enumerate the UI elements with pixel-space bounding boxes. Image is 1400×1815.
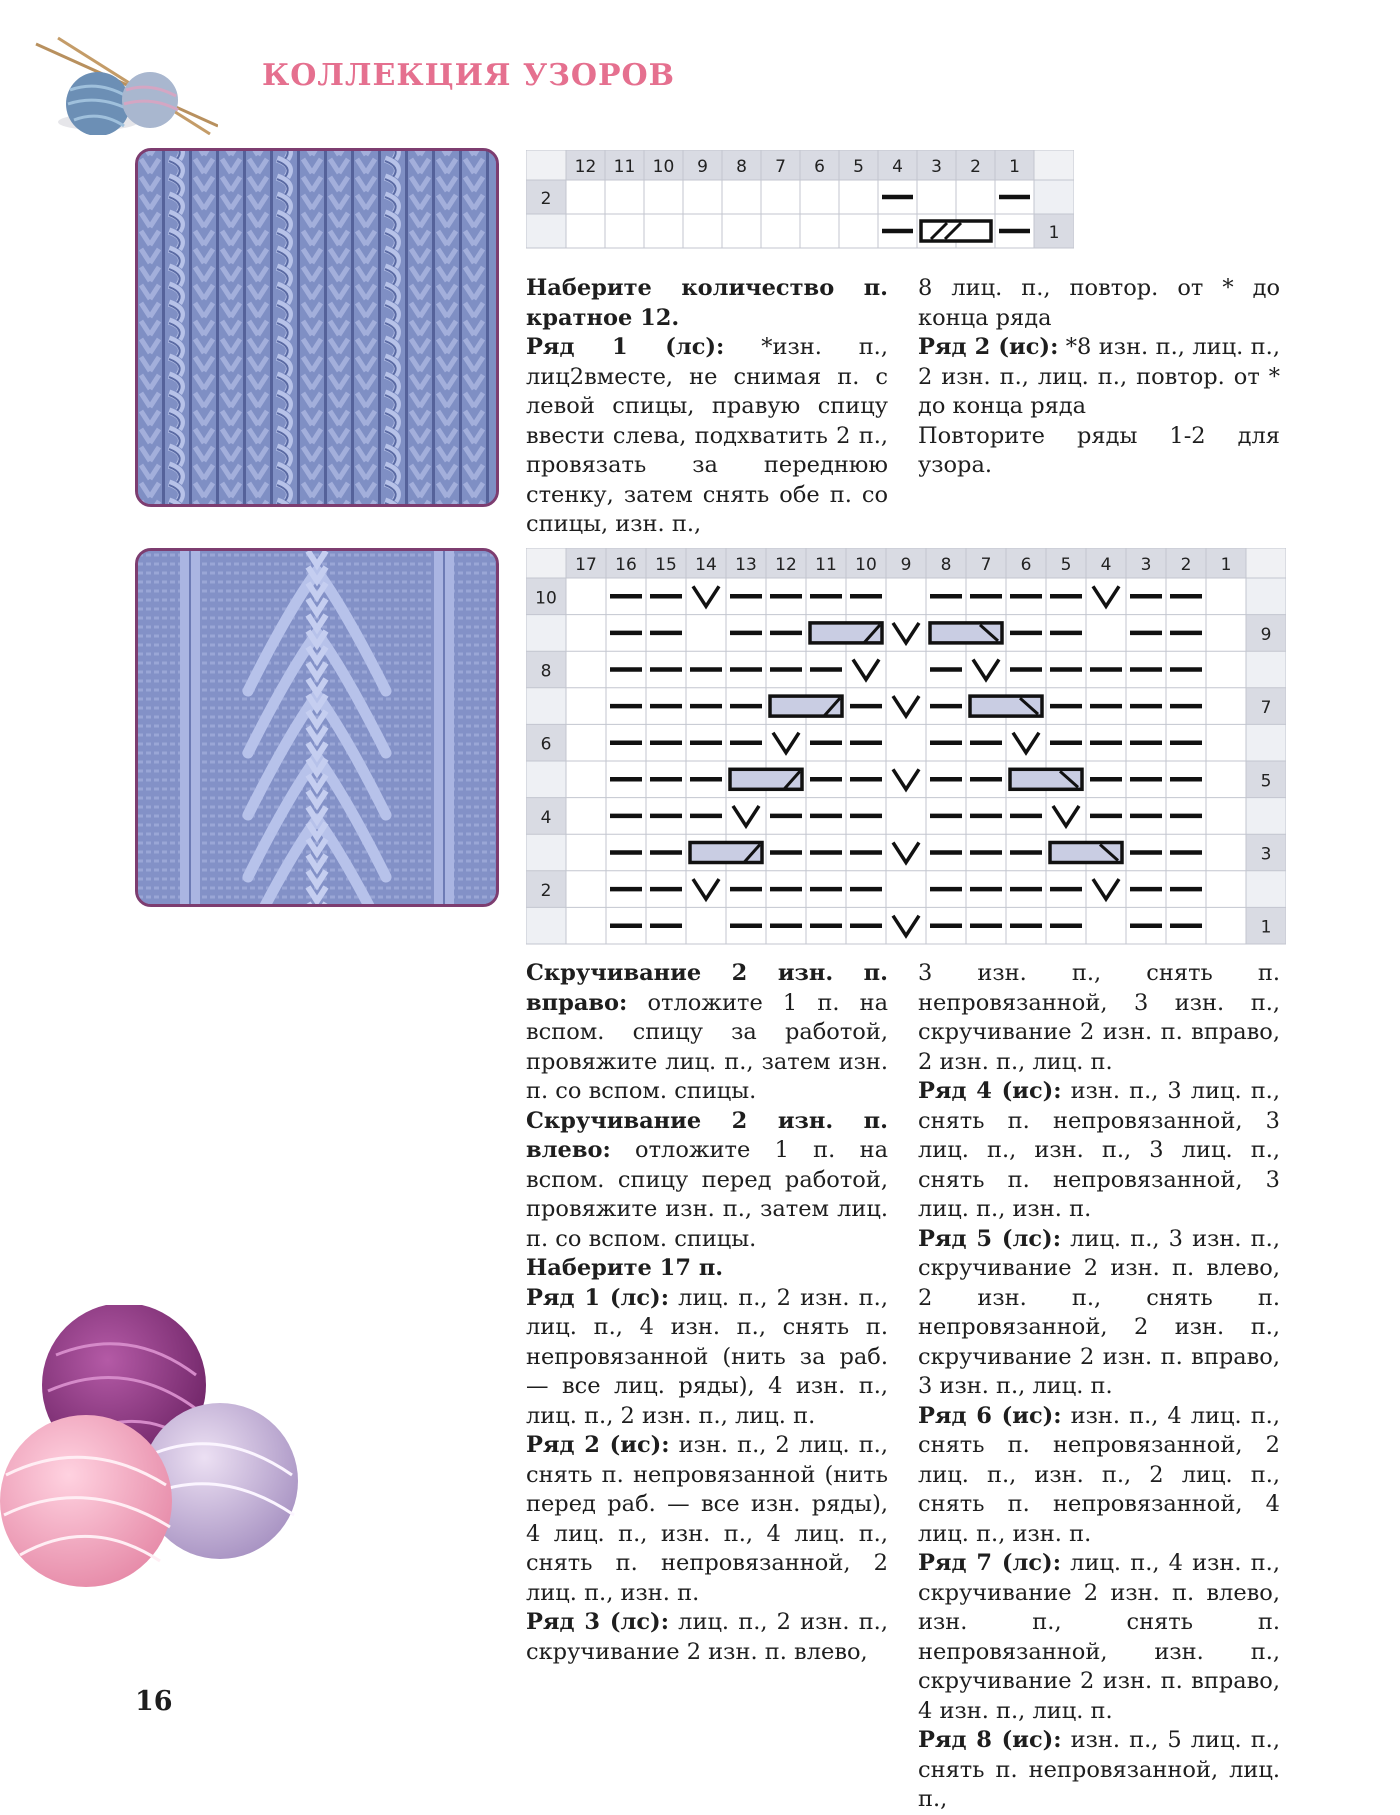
instruction-heading: Ряд 2 (ис): <box>526 1432 670 1458</box>
instruction-text: 8 лиц. п., повтор. от * до конца ряда <box>918 275 1280 331</box>
chart-column-number: 4 <box>1100 555 1112 575</box>
slip-stitch-symbol <box>893 843 919 863</box>
chart-column-number: 2 <box>1180 555 1192 575</box>
chart-corner <box>1246 548 1286 578</box>
purl-column-shadow <box>486 151 489 504</box>
stitch-chart-pattern-1 <box>526 150 1074 250</box>
instruction-paragraph <box>526 1107 888 1255</box>
chart-column-number: 9 <box>900 555 912 575</box>
slip-stitch-symbol <box>893 623 919 643</box>
slip-stitch-symbol <box>1013 733 1039 753</box>
instruction-paragraph <box>918 274 1280 333</box>
purl-column-shadow <box>243 151 246 504</box>
chart-row-label-cell <box>1246 798 1286 835</box>
chart-column-number: 1 <box>1220 555 1232 575</box>
chart-column-number: 8 <box>940 555 952 575</box>
chart-row-label-cell <box>1246 871 1286 908</box>
chart-column-number: 1 <box>1009 157 1020 177</box>
yarn-balls-illustration <box>0 1305 300 1590</box>
header-yarn-illustration <box>28 30 218 135</box>
instruction-text: изн. п., 5 лиц. п., снять п. непровязанной, лиц. п., <box>918 1727 1280 1812</box>
chart-column-number: 3 <box>931 157 942 177</box>
chart-column-number: 16 <box>615 555 637 575</box>
instruction-heading: Наберите 17 п. <box>526 1255 724 1281</box>
slip-stitch-symbol <box>893 916 919 936</box>
knitted-swatch-photo-ribbed <box>135 148 499 507</box>
chart-column-number: 7 <box>775 157 786 177</box>
page-number: 16 <box>135 1686 173 1717</box>
pattern-2-instructions-left <box>526 959 888 1667</box>
knitted-swatch-photo-cable <box>135 548 499 907</box>
chart-row-number: 1 <box>1048 223 1060 243</box>
instruction-text: *8 изн. п., лиц. п., 2 изн. п., лиц. п., повтор. от * до конца ряда <box>918 334 1280 419</box>
instruction-paragraph <box>526 333 888 540</box>
chart-column-number: 4 <box>892 157 903 177</box>
instruction-paragraph <box>526 1431 888 1608</box>
instruction-paragraph <box>526 1284 888 1432</box>
instruction-text: лиц. п., 2 изн. п., скручивание 2 изн. п. влево, <box>526 1609 888 1665</box>
instruction-heading: Ряд 1 (лс): <box>526 334 725 360</box>
chart-column-number: 8 <box>736 157 747 177</box>
instruction-text: Повторите ряды 1-2 для узора. <box>918 422 1280 478</box>
purl-column-shadow <box>216 151 219 504</box>
chart-corner <box>526 150 566 180</box>
pattern-2-instructions-right <box>918 959 1280 1815</box>
instruction-paragraph <box>918 1225 1280 1402</box>
purl-column-shadow <box>189 151 192 504</box>
chart-row-label-cell <box>526 214 566 248</box>
slip-stitch-symbol <box>693 586 719 606</box>
chart-row-number: 2 <box>540 189 552 209</box>
chart-row-number: 1 <box>1260 917 1272 938</box>
chart-column-number: 6 <box>1020 555 1032 575</box>
chart-column-number: 15 <box>655 555 677 575</box>
chart-column-number: 7 <box>980 555 992 575</box>
chart-column-number: 11 <box>613 157 636 177</box>
instruction-text: отложите 1 п. на вспом. спицу перед работой, провяжите изн. п., затем лиц. п. со вспом. спицы. <box>526 1137 888 1252</box>
instruction-text: лиц. п., 2 изн. п., лиц. п., 4 изн. п., снять п. непровязанной (нить за раб. — все лиц. ряды), 4 изн. п., лиц. п., 2 изн. п., лиц. п. <box>526 1284 888 1429</box>
instruction-paragraph <box>526 1254 888 1284</box>
purl-column-shadow <box>459 151 462 504</box>
instruction-text: изн. п., 2 лиц. п., снять п. непровязанной (нить перед раб. — все изн. ряды), 4 лиц. п., изн. п., 4 лиц. п., снять п. непровязанной, 2 лиц. п., изн. п. <box>526 1432 888 1606</box>
chart-row-label-cell <box>526 615 566 652</box>
instruction-text: лиц. п., 4 изн. п., скручивание 2 изн. п. влево, изн. п., снять п. непровязанной, изн. п., скручивание 2 изн. п. вправо, 4 изн. п., лиц. п. <box>918 1550 1280 1724</box>
instruction-heading: Ряд 2 (ис): <box>918 334 1059 360</box>
chart-row-number: 7 <box>1260 698 1272 719</box>
purl-column-shadow <box>432 151 435 504</box>
purl-column-shadow <box>351 151 354 504</box>
instruction-heading: Ряд 1 (лс): <box>526 1284 670 1311</box>
slip-stitch-symbol <box>853 660 879 680</box>
purl-column-shadow <box>405 151 408 504</box>
instruction-paragraph <box>918 1726 1280 1815</box>
instruction-paragraph <box>526 274 888 333</box>
chart-column-number: 13 <box>735 555 757 575</box>
instruction-text: изн. п., 3 лиц. п., снять п. непровязанной, 3 лиц. п., изн. п., 3 лиц. п., снять п. непровязанной, 3 лиц. п., изн. п. <box>918 1078 1280 1222</box>
chart-column-number: 11 <box>815 555 837 575</box>
purl-column-shadow <box>324 151 327 504</box>
instruction-text: *изн. п., лиц2вместе, не снимая п. с левой спицы, правую спицу ввести слева, подхватить 2 п., провязать за переднюю стенку, затем снять обе п. со спицы, изн. п., <box>526 334 888 537</box>
slip-stitch-symbol <box>773 733 799 753</box>
instruction-heading: Скручивание 2 изн. п. влево: <box>526 1107 888 1163</box>
instruction-paragraph <box>526 959 888 1107</box>
chart-row-number: 2 <box>540 881 552 902</box>
instruction-text: лиц. п., 3 изн. п., скручивание 2 изн. п. влево, 2 изн. п., снять п. непровязанной, 2 изн. п., скручивание 2 изн. п. вправо, 3 изн. п., лиц. п. <box>918 1225 1280 1399</box>
purl-column-shadow <box>270 151 273 504</box>
chart-column-number: 12 <box>775 555 797 575</box>
chart-row-label-cell <box>526 688 566 725</box>
chart-column-number: 6 <box>814 157 825 177</box>
chart-row-label-cell <box>1034 180 1074 214</box>
slip-stitch-symbol <box>1093 879 1119 899</box>
instruction-heading: Ряд 5 (лс): <box>918 1225 1062 1252</box>
instruction-paragraph <box>918 959 1280 1077</box>
instruction-text: изн. п., 4 лиц. п., снять п. непровязанной, 2 лиц. п., изн. п., 2 лиц. п., снять п. непровязанной, 4 лиц. п., изн. п. <box>918 1402 1280 1547</box>
chart-column-number: 14 <box>695 555 717 575</box>
slip-stitch-symbol <box>693 879 719 899</box>
instruction-text: 3 изн. п., снять п. непровязанной, 3 изн. п., скручивание 2 изн. п. вправо, 2 изн. п., лиц. п. <box>918 960 1280 1075</box>
instruction-heading: Ряд 4 (ис): <box>918 1078 1062 1104</box>
chart-row-number: 5 <box>1260 771 1272 792</box>
instruction-paragraph <box>918 1549 1280 1726</box>
instruction-heading: Наберите количество п. кратное 12. <box>526 275 888 331</box>
chart-row-number: 8 <box>540 661 552 682</box>
purl-column-shadow <box>378 151 381 504</box>
chart-column-number: 9 <box>697 157 708 177</box>
instruction-paragraph <box>918 1077 1280 1225</box>
chart-row-number: 9 <box>1260 624 1272 645</box>
chart-column-number: 3 <box>1140 555 1152 575</box>
slip-stitch-symbol <box>1053 806 1079 826</box>
purl-column-shadow <box>297 151 300 504</box>
slip-stitch-symbol <box>973 660 999 680</box>
chart-column-number: 2 <box>970 157 981 177</box>
chart-column-number: 5 <box>1060 555 1072 575</box>
slip-stitch-symbol <box>733 806 759 826</box>
slip-stitch-symbol <box>893 769 919 789</box>
chart-row-label-cell <box>526 761 566 798</box>
chart-row-label-cell <box>1246 651 1286 688</box>
chart-column-number: 12 <box>574 157 597 177</box>
chart-column-number: 10 <box>855 555 877 575</box>
chart-row-label-cell <box>1246 578 1286 615</box>
instruction-heading: Скручивание 2 изн. п. вправо: <box>526 960 888 1016</box>
chart-row-label-cell <box>1246 724 1286 761</box>
slip-stitch-symbol <box>1093 586 1119 606</box>
purl-column-shadow <box>162 151 165 504</box>
instruction-paragraph <box>918 422 1280 481</box>
chart-column-number: 5 <box>853 157 864 177</box>
chart-column-number: 10 <box>652 157 675 177</box>
instruction-paragraph <box>526 1608 888 1667</box>
slip-stitch-symbol <box>893 696 919 716</box>
pattern-1-instructions-right <box>918 274 1280 481</box>
chart-column-number: 17 <box>575 555 597 575</box>
instruction-paragraph <box>918 333 1280 422</box>
instruction-heading: Ряд 3 (лс): <box>526 1609 670 1635</box>
chart-row-number: 3 <box>1260 844 1272 865</box>
chart-corner <box>1034 150 1074 180</box>
chart-row-number: 6 <box>540 734 552 755</box>
chart-row-number: 10 <box>535 588 557 609</box>
chart-row-label-cell <box>526 907 566 944</box>
instruction-paragraph <box>918 1402 1280 1550</box>
page-header-title: КОЛЛЕКЦИЯ УЗОРОВ <box>262 58 676 93</box>
instruction-heading: Ряд 8 (ис): <box>918 1727 1062 1753</box>
instruction-text: отложите 1 п. на вспом. спицу за работой, провяжите лиц. п., затем изн. п. со вспом. спицы. <box>526 989 888 1104</box>
instruction-heading: Ряд 6 (ис): <box>918 1402 1062 1429</box>
pattern-1-instructions-left <box>526 274 888 540</box>
chart-corner <box>526 548 566 578</box>
chart-row-number: 4 <box>540 807 552 828</box>
stitch-chart-pattern-2 <box>526 548 1286 946</box>
chart-row-label-cell <box>526 834 566 871</box>
instruction-heading: Ряд 7 (лс): <box>918 1550 1062 1576</box>
